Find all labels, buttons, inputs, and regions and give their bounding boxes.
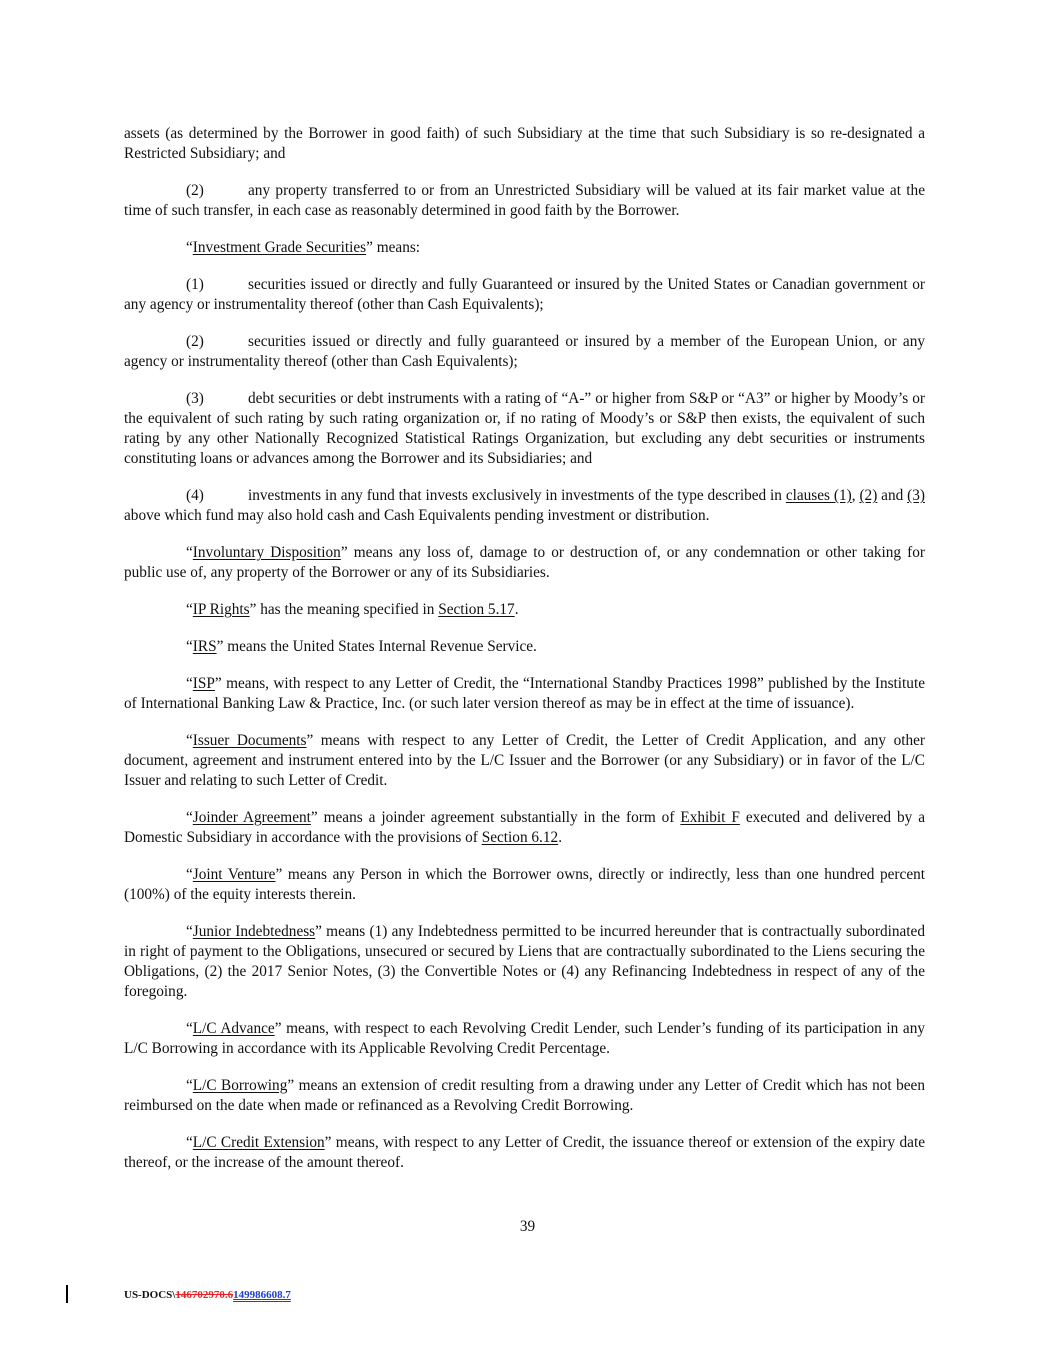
definition-joint-venture: “Joint Venture” means any Person in which the Borrower owns, directly or indirectly, less than one hundred percent (100%) of the equity interests therein. (124, 866, 926, 903)
deleted-doc-id: 146702970.6 (175, 1289, 234, 1301)
exhibit-reference: Exhibit F (680, 809, 740, 826)
paragraph-continuation: assets (as determined by the Borrower in good faith) of such Subsidiary at the time that such Subsidiary is so re-designated a Restricted Subsidiary; and (124, 125, 925, 162)
definition-isp: “ISP” means, with respect to any Letter of Credit, the “International Standby Practices 1998” published by the Institute of International Banking Law & Practice, Inc. (or such later version thereof as may be in effect at the time of issuance). (124, 675, 925, 712)
defined-term: L/C Credit Extension (192, 1134, 325, 1151)
clause-reference: (3) (907, 487, 925, 504)
definition-junior-indebtedness: “Junior Indebtedness” means (1) any Indebtedness permitted to be incurred hereunder that is contractually subordinated in right of payment to the Obligations, unsecured or secured by Liens that are contractually subordinated to the Liens securing the Obligations, (2) the 2017 Senior Notes, (3) the Convertible Notes or (4) any Refinancing Indebtedness in respect of any of the foregoing. (124, 923, 925, 1000)
igs-clause-3: (3) debt securities or debt instruments with a rating of “A-” or higher from S&P or “A3” or higher by Moody’s or the equivalent of such rating by such rating organization or, if no rating of Moody’s or S&P then exists, the equivalent of such rating by any other Nationally Recognized Statistical Ratings Organization, but excluding any debt securities or instruments constituting loans or advances among the Borrower and its Subsidiaries; and (124, 390, 925, 467)
defined-term: Issuer Documents (192, 732, 307, 749)
definition-investment-grade-securities: “Investment Grade Securities” means: (186, 239, 421, 256)
document-id-footer: US-DOCS\146702970.6149986608.7 (124, 1289, 291, 1301)
defined-term: Junior Indebtedness (192, 923, 316, 940)
igs-clause-2: (2) securities issued or directly and fully guaranteed or insured by a member of the European Union, or any agency or instrumentality thereof (other than Cash Equivalents); (124, 333, 925, 370)
defined-term: ISP (192, 675, 215, 692)
change-bar (66, 1285, 68, 1303)
document-body (124, 124, 925, 1190)
igs-clause-1: (1) securities issued or directly and fully Guaranteed or insured by the United States or Canadian government or any agency or instrumentality thereof (other than Cash Equivalents); (124, 276, 925, 313)
definition-ip-rights: “IP Rights” has the meaning specified in Section 5.17. (186, 601, 519, 618)
definition-lc-advance: “L/C Advance” means, with respect to each Revolving Credit Lender, such Lender’s funding of its participation in any L/C Borrowing in accordance with its Applicable Revolving Credit Percentage. (124, 1020, 925, 1057)
defined-term: IP Rights (192, 601, 250, 618)
clause-reference: (2) (859, 487, 878, 504)
definition-lc-credit-extension: “L/C Credit Extension” means, with respect to any Letter of Credit, the issuance thereof or extension of the expiry date thereof, or the increase of the amount thereof. (124, 1134, 925, 1171)
definition-lc-borrowing: “L/C Borrowing” means an extension of credit resulting from a drawing under any Letter of Credit which has not been reimbursed on the date when made or refinanced as a Revolving Credit Borrowing. (124, 1077, 925, 1114)
clause-reference: clauses (1) (785, 487, 852, 504)
definition-irs: “IRS” means the United States Internal Revenue Service. (186, 638, 537, 655)
inserted-doc-id: 149986608.7 (233, 1289, 291, 1301)
clause-2-property-transfer: (2) any property transferred to or from an Unrestricted Subsidiary will be valued at its fair market value at the time of such transfer, in each case as reasonably determined in good faith by the Borrower. (124, 182, 925, 219)
page-number: 39 (519, 1218, 536, 1235)
definition-involuntary-disposition: “Involuntary Disposition” means any loss of, damage to or destruction of, or any condemnation or other taking for public use of, any property of the Borrower or any of its Subsidiaries. (124, 544, 926, 581)
defined-term: IRS (192, 638, 217, 655)
defined-term: L/C Advance (192, 1020, 275, 1037)
defined-term: L/C Borrowing (192, 1077, 288, 1094)
section-reference: Section 5.17 (438, 601, 515, 618)
defined-term: Involuntary Disposition (192, 544, 341, 561)
definition-joinder-agreement: “Joinder Agreement” means a joinder agreement substantially in the form of Exhibit F executed and delivered by a Domestic Subsidiary in accordance with the provisions of Section 6.12. (124, 809, 926, 846)
defined-term: Joint Venture (192, 866, 276, 883)
defined-term: Investment Grade Securities (192, 239, 367, 256)
section-reference: Section 6.12 (481, 829, 559, 846)
defined-term: Joinder Agreement (192, 809, 311, 826)
igs-clause-4: (4) investments in any fund that invests exclusively in investments of the type described in clauses (1), (2) and (3) above which fund may also hold cash and Cash Equivalents pending investment or distribution. (124, 487, 925, 524)
definition-issuer-documents: “Issuer Documents” means with respect to any Letter of Credit, the Letter of Credit Application, and any other document, agreement and instrument entered into by the L/C Issuer and the Borrower (or any Subsidiary) or in favor of the L/C Issuer and relating to such Letter of Credit. (124, 732, 925, 789)
